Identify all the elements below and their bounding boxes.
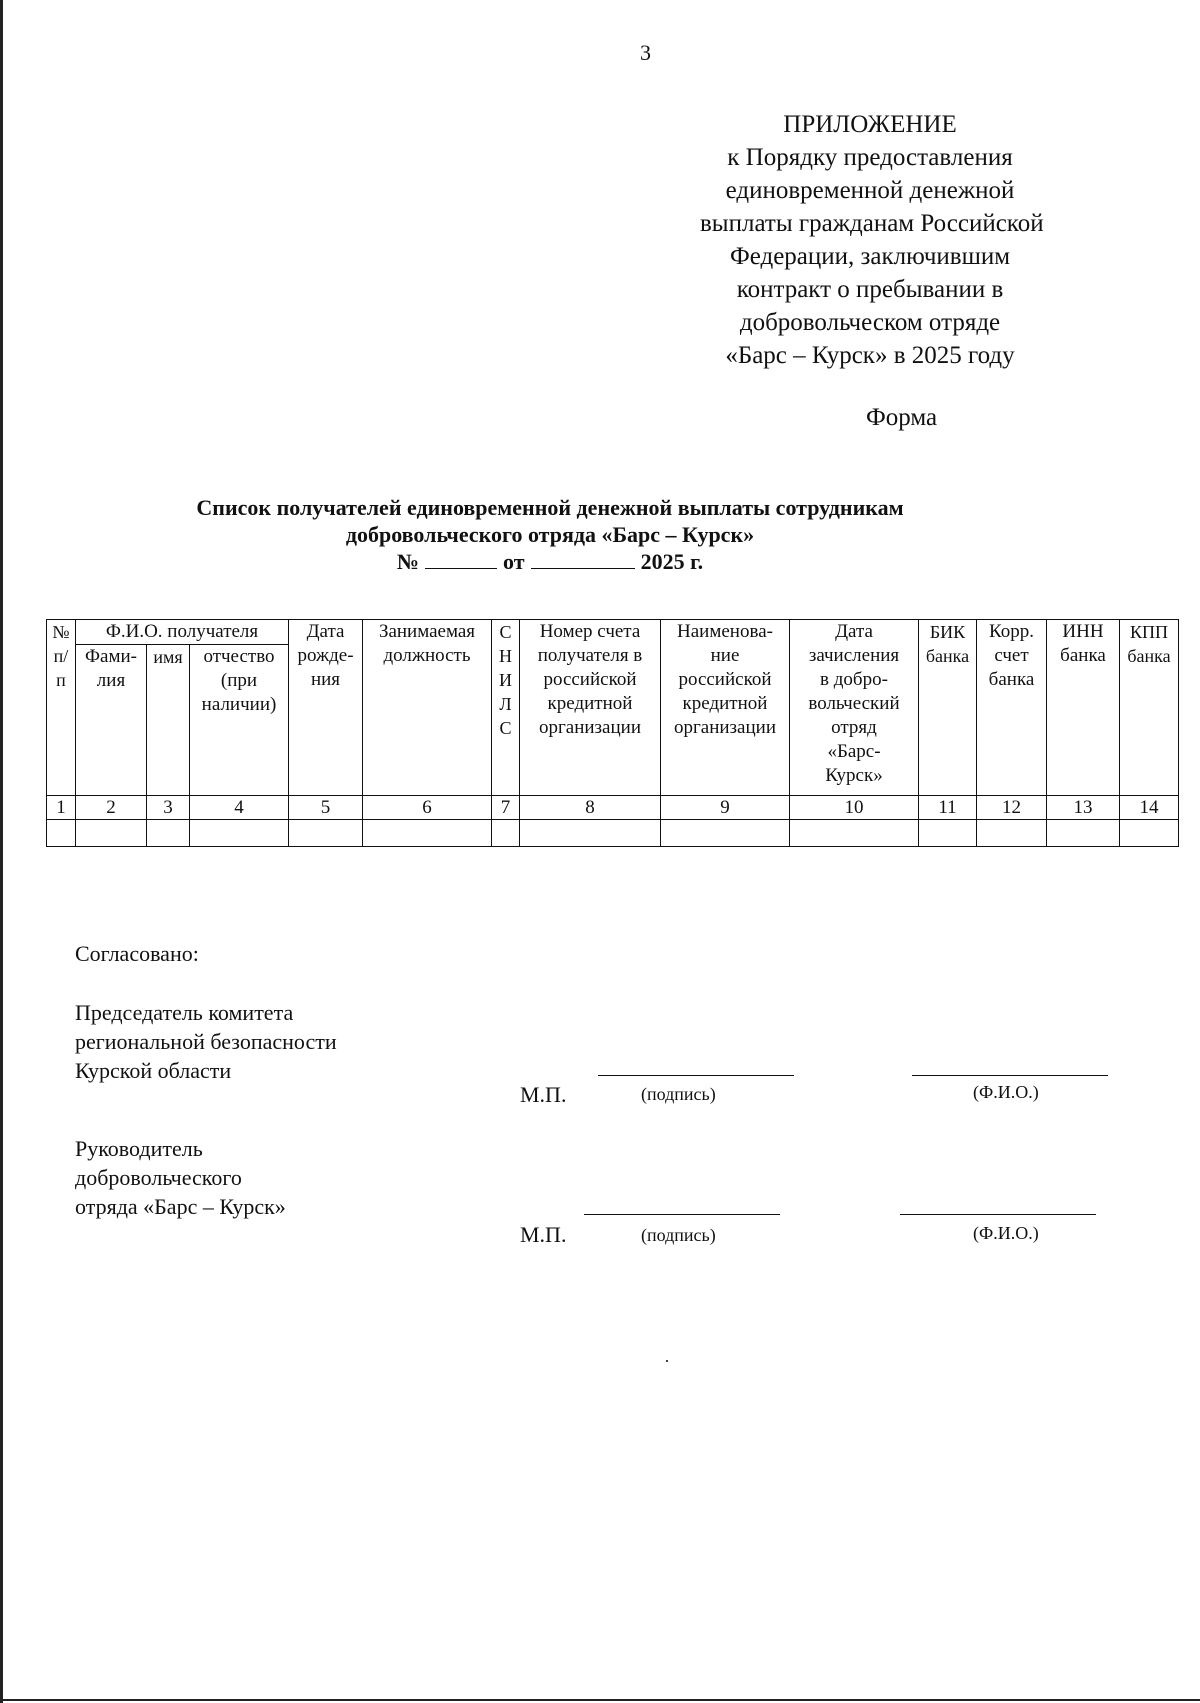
header-inn: ИНН банка (1047, 620, 1120, 796)
header-name: имя (147, 645, 190, 796)
appendix-line: «Барс – Курск» в 2025 году (725, 342, 1015, 369)
column-number: 2 (76, 796, 147, 820)
name-caption: (Ф.И.О.) (973, 1223, 1039, 1243)
signer-detachment-head (75, 1134, 286, 1221)
column-number: 13 (1047, 796, 1120, 820)
header-kpp: КПП банка (1120, 620, 1179, 796)
header-num: № п/ п (47, 620, 76, 796)
number-sign: № (396, 549, 420, 574)
column-number: 3 (147, 796, 190, 820)
page-border-bottom (0, 1699, 1200, 1701)
header-enroll-date: Дата зачисления в добро- вольческий отряд «Барс- Курск» (790, 620, 919, 796)
header-corr-account: Корр. счет банка (977, 620, 1047, 796)
table-cell (790, 820, 919, 847)
column-number-row (47, 796, 1179, 820)
table-cell (190, 820, 289, 847)
approval-heading: Согласовано: (75, 941, 199, 966)
column-number: 9 (661, 796, 790, 820)
table-cell (289, 820, 363, 847)
recipients-table (46, 619, 1179, 847)
appendix-line: Федерации, заключившим (729, 243, 1011, 270)
table-cell (76, 820, 147, 847)
name-caption: (Ф.И.О.) (973, 1082, 1039, 1102)
column-number: 11 (919, 796, 977, 820)
header-bik: БИК банка (919, 620, 977, 796)
column-number: 12 (977, 796, 1047, 820)
signature-line (584, 1214, 780, 1215)
stamp-place: М.П. (520, 1082, 567, 1107)
table-cell (977, 820, 1047, 847)
column-number: 8 (520, 796, 661, 820)
header-account: Номер счета получателя в российской кредитной организации (520, 620, 661, 796)
signer-title-line: добровольческого (75, 1165, 242, 1190)
appendix-header (700, 108, 1044, 372)
list-year: 2025 г. (640, 549, 704, 574)
stamp-place: М.П. (520, 1222, 567, 1247)
list-number-line (150, 548, 950, 575)
header-fio-group: Ф.И.О. получателя (76, 620, 289, 645)
list-date-blank (531, 550, 635, 569)
column-number: 4 (190, 796, 289, 820)
header-birth-date: Дата рожде- ния (289, 620, 363, 796)
column-number: 5 (289, 796, 363, 820)
appendix-line: выплаты гражданам Российской (700, 210, 1044, 237)
signer-committee-chair (75, 998, 337, 1085)
table-cell (47, 820, 76, 847)
header-patronymic: отчество (при наличии) (190, 645, 289, 796)
name-line (912, 1075, 1108, 1076)
form-label: Форма (866, 404, 938, 431)
table-cell (661, 820, 790, 847)
header-bank-name: Наименова- ние российской кредитной организации (661, 620, 790, 796)
signature-caption: (подпись) (641, 1225, 716, 1245)
page-border-left (0, 0, 3, 1703)
column-number: 1 (47, 796, 76, 820)
table-cell (919, 820, 977, 847)
table-cell (1047, 820, 1120, 847)
list-title (150, 494, 950, 575)
name-line (900, 1214, 1096, 1215)
appendix-line: добровольческом отряде (739, 309, 1001, 336)
appendix-line: контракт о пребывании в (736, 276, 1004, 303)
table-cell (363, 820, 492, 847)
signer-title-line: Курской области (75, 1058, 232, 1083)
appendix-line: к Порядку предоставления (727, 144, 1013, 171)
header-row-1 (47, 620, 1179, 645)
scan-speck (666, 1360, 668, 1362)
signer-title-line: региональной безопасности (75, 1029, 337, 1054)
appendix-line: единовременной денежной (725, 177, 1015, 204)
table-cell (520, 820, 661, 847)
list-title-line-1: Список получателей единовременной денежной выплаты сотрудникам (196, 495, 904, 520)
empty-data-row (47, 820, 1179, 847)
signature-line (598, 1075, 794, 1076)
table-cell (1120, 820, 1179, 847)
column-number: 7 (492, 796, 520, 820)
column-number: 14 (1120, 796, 1179, 820)
signer-title-line: отряда «Барс – Курск» (75, 1194, 286, 1219)
header-snils: С Н И Л С (492, 620, 520, 796)
header-position: Занимаемая должность (363, 620, 492, 796)
list-number-blank (425, 550, 497, 569)
from-word: от (503, 549, 525, 574)
column-number: 6 (363, 796, 492, 820)
list-title-line-2: добровольческого отряда «Барс – Курск» (345, 522, 755, 547)
table-cell (147, 820, 190, 847)
page-number: 3 (640, 40, 651, 65)
table-cell (492, 820, 520, 847)
signer-title-line: Руководитель (75, 1136, 203, 1161)
signature-caption: (подпись) (641, 1084, 716, 1104)
signer-title-line: Председатель комитета (75, 1000, 294, 1025)
header-surname: Фами- лия (76, 645, 147, 796)
column-number: 10 (790, 796, 919, 820)
appendix-line: ПРИЛОЖЕНИЕ (783, 111, 957, 138)
